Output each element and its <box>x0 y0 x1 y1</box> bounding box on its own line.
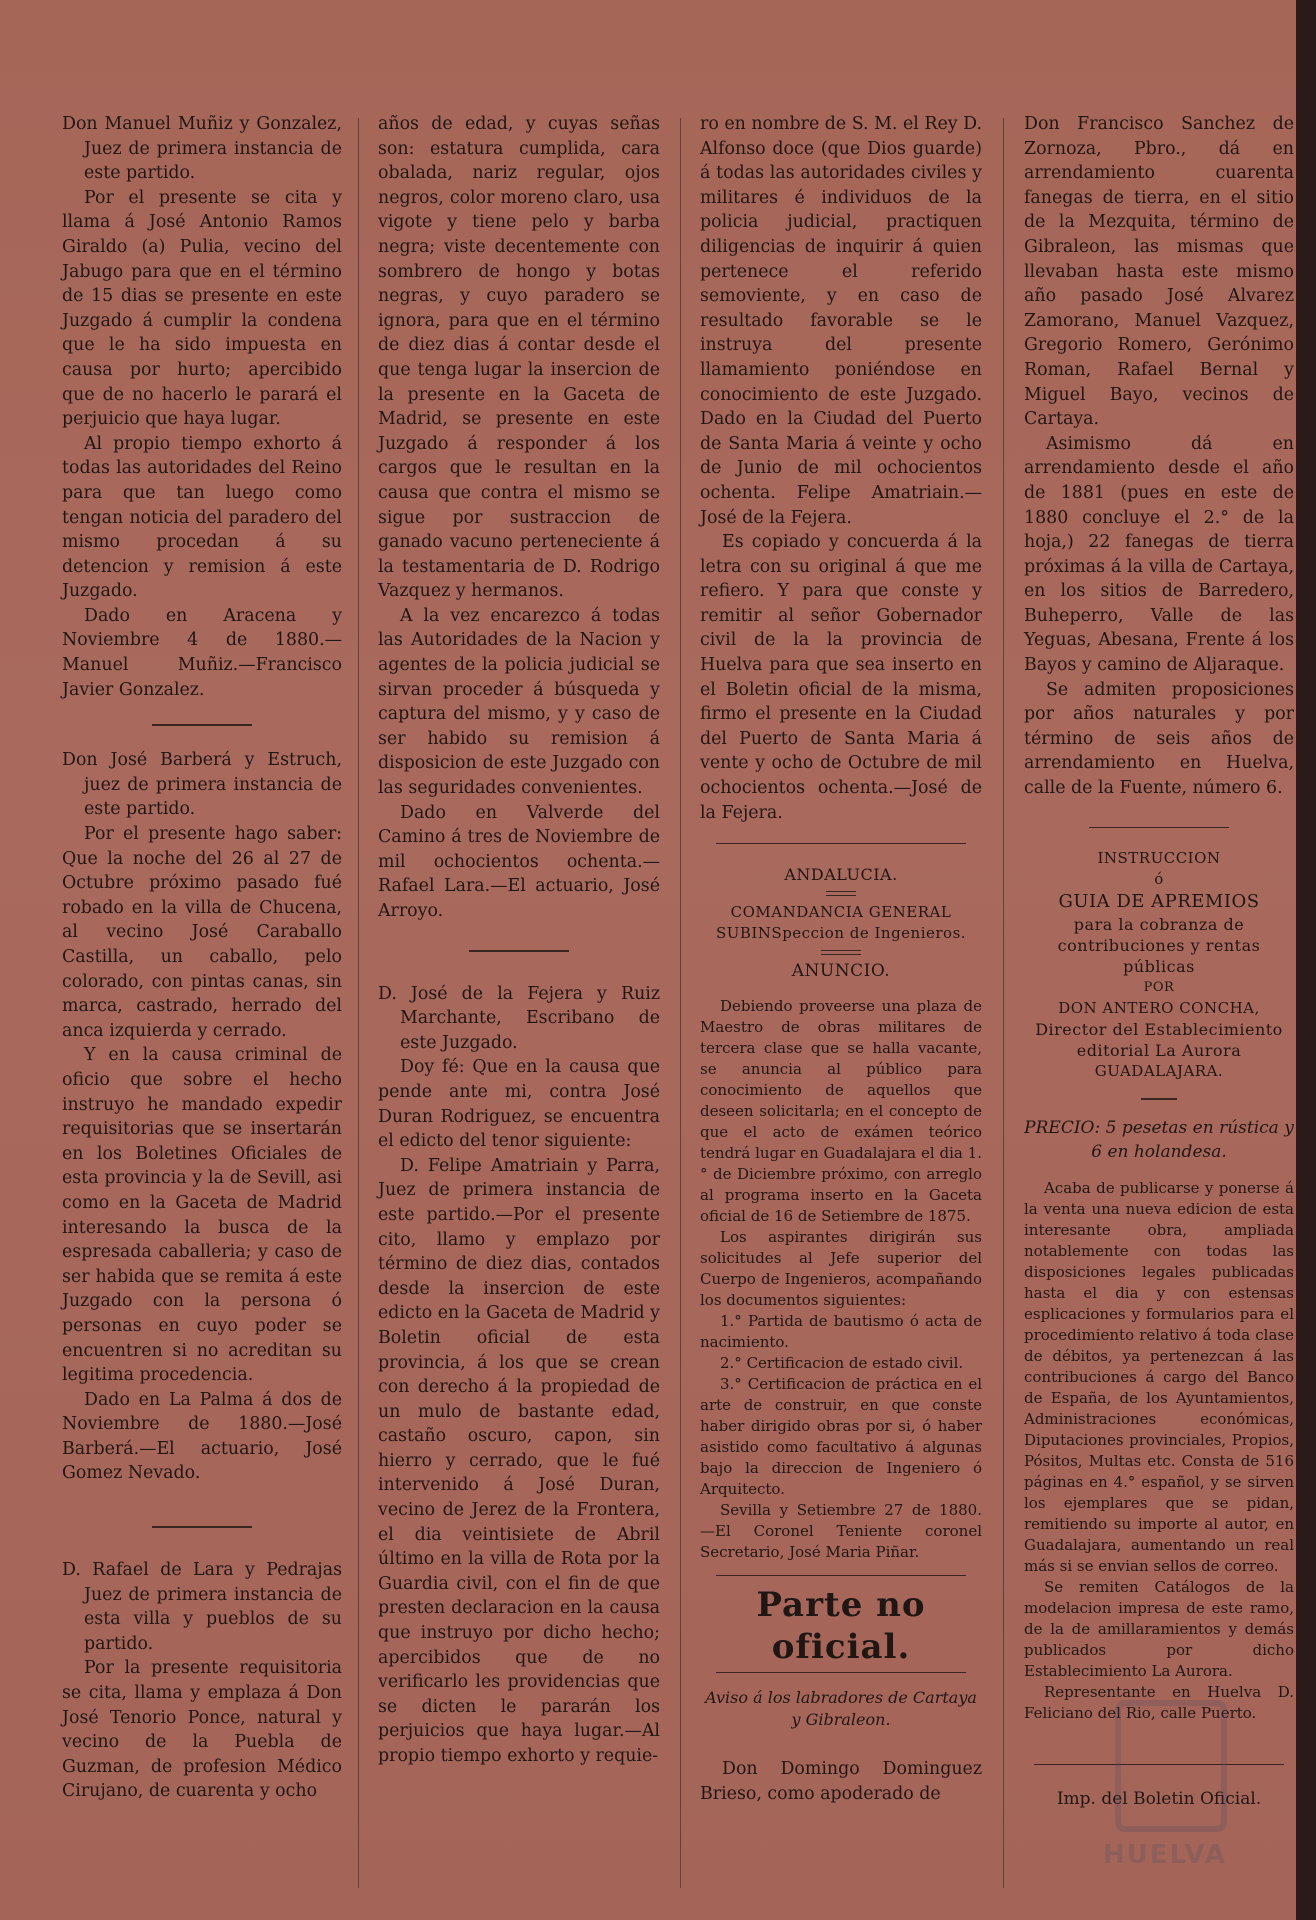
paragraph: Acaba de publicarse y ponerse á la venta una nueva edicion de esta interesante obra, ampliada notablemente con todas las disposiciones legales publicadas hasta el dia y con estensas esplicaciones y formularios para el procedimiento relativo á toda clase de débitos, ya pertenezcan á las contribuciones á cargo del Banco de España, de los Ayuntamientos, Administraciones económicas, Diputaciones provinciales, Propios, Pósitos, Multas etc. Consta de 516 páginas en 4.° español, y se sirven los ejemplares que se pidan, remitiendo su importe al autor, en Guadalajara, aumentando un real más si se envian sellos de correo. <box>1024 1178 1294 1575</box>
paragraph: Los aspirantes dirigirán sus solicitudes al Jefe superior del Cuerpo de Ingenieros, acompañando los documentos siguientes: <box>700 1228 982 1310</box>
separator <box>716 1672 966 1673</box>
archive-watermark <box>1085 1680 1245 1880</box>
column-2 <box>378 112 660 1769</box>
ad-author: DON ANTERO CONCHA, <box>1058 998 1260 1017</box>
price: PRECIO: 5 pesetas en rústica y 6 en holandesa. <box>1024 1117 1294 1162</box>
ad-city: GUADALAJARA. <box>1094 1061 1224 1080</box>
page-edge <box>1296 0 1316 1920</box>
ad-publisher: Director del Establecimiento editorial La Aurora <box>1035 1019 1283 1060</box>
double-rule <box>821 950 861 955</box>
paragraph: Y en la causa criminal de oficio que sobre el hecho instruyo he mandado expedir requisitorias que se insertarán en los Boletines Oficiales de esta provincia y la de Sevill, asi como en la Gaceta de Madrid interesando la busca de la espresada caballeria; y caso de ser habida que se remita á este Juzgado con la persona ó personas en cuyo poder se encuentren si no acreditan su legitima procedencia. <box>62 1045 342 1386</box>
ad-title-main: GUIA DE APREMIOS <box>1058 890 1260 912</box>
paragraph: Al propio tiempo exhorto á todas las autoridades del Reino para que tan luego como tengan noticia del paradero del mismo procedan á su detencion y remision á este Juzgado. <box>62 433 342 602</box>
separator <box>469 950 569 952</box>
section-banner: Parte no oficial. <box>756 1585 926 1668</box>
paragraph: A la vez encarezco á todas las Autoridades de la Nacion y agentes de la policia judicial se sirvan proceder á búsqueda y captura del mismo, y y caso de ser habido su remision á disposicion de este Juzgado con las seguridades convenientes. <box>378 605 660 799</box>
separator <box>716 843 966 844</box>
announcement-body <box>700 996 982 1563</box>
signature: Dado en Valverde del Camino á tres de Noviembre de mil ochocientos ochenta.—Rafael Lara.—El actuario, José Arroyo. <box>378 802 660 921</box>
paragraph: Don Francisco Sanchez de Zornoza, Pbro., dá en arrendamiento cuarenta fanegas de tierra, en el sitio de la Mezquita, término de Gibraleon, las mismas que llevaban hasta este mismo año pasado José Alvarez Zamorano, Manuel Vazquez, Gregorio Romero, Gerónimo Roman, Rafael Bernal y Miguel Bayo, vecinos de Cartaya. <box>1024 114 1294 430</box>
paragraph: Por la presente requisitoria se cita, llama y emplaza á Don José Tenorio Ponce, natural y vecino de la Puebla de Guzman, de profesion Médico Cirujano, de cuarenta y ocho <box>62 1658 342 1802</box>
edict-heading: D. José de la Fejera y Ruiz Marchante, Escribano de este Juzgado. <box>378 983 660 1053</box>
edict-heading: D. Rafael de Lara y Pedrajas Juez de primera instancia de esta villa y pueblos de su partido. <box>62 1560 342 1654</box>
list-item: 1.° Partida de bautismo ó acta de nacimiento. <box>700 1312 982 1352</box>
separator <box>1141 1098 1177 1100</box>
ad-title: INSTRUCCION <box>1097 848 1221 867</box>
ad-body <box>1024 1178 1294 1724</box>
column-rule <box>358 118 359 1888</box>
edict-heading: Don José Barberá y Estruch, juez de primera instancia de este partido. <box>62 750 342 820</box>
column-3 <box>700 112 982 1806</box>
paragraph: Por el presente se cita y llama á José Antonio Ramos Giraldo (a) Pulia, vecino del Jabugo para que en el término de 15 dias se presente en este Juzgado á cumplir la condena que le ha sido impuesta en causa por hurto; apercibido que de no hacerlo le parará el perjuicio que haya lugar. <box>62 187 342 430</box>
separator <box>1089 827 1229 828</box>
ad-subtitle: para la cobranza de contribuciones y rentas públicas <box>1057 914 1261 976</box>
column-1 <box>62 112 342 1804</box>
announcement-title: ANUNCIO. <box>791 961 891 982</box>
paragraph: Representante en Huelva D. Feliciano del Rio, calle Puerto. <box>1024 1682 1294 1722</box>
signature: Sevilla y Setiembre 27 de 1880. —El Coronel Teniente coronel Secretario, José Maria Piñar. <box>700 1501 982 1562</box>
seal-icon <box>1115 1700 1227 1832</box>
double-rule <box>826 891 856 896</box>
paragraph: Asimismo dá en arrendamiento desde el año de 1881 (pues en este de 1880 concluye el 2.° de la hoja,) 22 fanegas de tierra próximas á la villa de Cartaya, en los sitios de Barredero, Buheperro, Valle de las Yeguas, Abesana, Frente á los Bayos y camino de Aljaraque. <box>1024 433 1294 676</box>
section-subtitle: COMANDANCIA GENERAL SUBINSpeccion de Ingenieros. <box>715 903 967 943</box>
separator <box>152 1526 252 1528</box>
edict-heading: Don Manuel Muñiz y Gonzalez, Juez de primera instancia de este partido. <box>62 114 342 184</box>
separator <box>152 724 252 726</box>
column-4 <box>1024 112 1294 1811</box>
paragraph: años de edad, y cuyas señas son: estatura cumplida, cara obalada, nariz regular, ojos negros, color moreno claro, usa vigote y tiene pelo y barba negra; viste decentemente con sombrero de hongo y botas negras, y cuyo paradero se ignora, para que en el término de diez dias á contar desde el que tenga lugar la insercion de la presente en la Gaceta de Madrid, se presente en este Juzgado á responder á los cargos que le resultan en la causa que contra el mismo se sigue por sustraccion de ganado vacuno perteneciente á la testamentaria de D. Rodrigo Vazquez y hermanos. <box>378 114 660 602</box>
signature: Dado en Aracena y Noviembre 4 de 1880.—Manuel Muñiz.—Francisco Javier Gonzalez. <box>62 605 342 700</box>
list-item: 2.° Certificacion de estado civil. <box>720 1354 964 1373</box>
paragraph: Por el presente hago saber: Que la noche del 26 al 27 de Octubre próximo pasado fué robado en la villa de Chucena, al vecino José Caraballo Castilla, un caballo, pelo colorado, con pintas canas, sin marca, castrado, herrado del anca izquierda y cerrado. <box>62 824 342 1041</box>
ad-title-conj: ó <box>1154 869 1164 888</box>
paragraph: ro en nombre de S. M. el Rey D. Alfonso doce (que Dios guarde) á todas las autoridades civiles y militares é individuos de la policia judicial, practiquen diligencias de inquirir á quien pertenece el referido semoviente, y en caso de resultado favorable se le instruya del presente llamamiento poniéndose en conocimiento de este Juzgado. Dado en la Ciudad del Puerto de Santa Maria á veinte y ocho de Junio de mil ochocientos ochenta. Felipe Amatriain.—José de la Fejera. <box>700 114 982 528</box>
column-rule <box>1003 118 1004 1888</box>
column-rule <box>680 118 681 1888</box>
section-title: ANDALUCIA. <box>784 865 898 885</box>
list-item: 3.° Certificacion de práctica en el arte de construir, en que conste haber dirigido obras por si, ó haber asistido como facultativo á algunas bajo la direccion de Ingeniero ó Arquitecto. <box>700 1375 982 1499</box>
separator <box>716 1575 966 1576</box>
paragraph: Debiendo proveerse una plaza de Maestro de obras militares de tercera clase que se halla vacante, se anuncia al público para conocimiento de aquellos que deseen solicitarla; en el concepto de que el acto de exámen teórico tendrá lugar en Guadalajara el dia 1.° de Diciembre próximo, con arreglo al programa inserto en la Gaceta oficial de 16 de Setiembre de 1875. <box>700 997 982 1226</box>
paragraph: Es copiado y concuerda á la letra con su original á que me refiero. Y para que conste y remitir al señor Gobernador civil de la la provincia de Huelva para que sea inserto en el Boletin oficial de la misma, firmo el presente en la Ciudad del Puerto de Santa Maria á vente y ocho de Octubre de mil ochocientos ochenta.—José de la Fejera. <box>700 532 982 823</box>
paragraph: D. Felipe Amatriain y Parra, Juez de primera instancia de este partido.—Por el presente cito, llamo y emplazo por término de diez dias, contados desde la insercion de este edicto en la Gaceta de Madrid y Boletin oficial de esta provincia, á los que se crean con derecho á la propiedad de un mulo de bastante edad, castaño oscuro, capon, sin hierro y cerrado, que le fué intervenido á José Duran, vecino de Jerez de la Frontera, el dia veintisiete de Abril último en la villa de Rota por la Guardia civil, con el fin de que presten declaracion en la causa que instruyo por dicho hecho; apercibidos que de no verificarlo les providencias que se dicten le pararán los perjuicios que haya lugar.—Al propio tiempo exhorto y requie- <box>378 1155 660 1766</box>
printer-imprint: Imp. del Boletin Oficial. <box>1056 1788 1262 1809</box>
ad-by: POR <box>1143 979 1175 995</box>
signature: Dado en La Palma á dos de Noviembre de 1880.—José Barberá.—El actuario, José Gomez Nevado. <box>62 1389 342 1484</box>
paragraph: Don Domingo Dominguez Brieso, como apoderado de <box>700 1759 982 1804</box>
paragraph: Se remiten Catálogos de la modelacion impresa de este ramo, de la de amillaramientos y demás publicados por dicho Establecimiento La Aurora. <box>1024 1577 1294 1680</box>
watermark-text: HUELVA <box>1102 1840 1228 1870</box>
paragraph: Doy fé: Que en la causa que pende ante mi, contra José Duran Rodriguez, se encuentra el edicto del tenor siguiente: <box>378 1057 660 1152</box>
paragraph: Se admiten proposiciones por años naturales y por término de seis años de arrendamiento en Huelva, calle de la Fuente, número 6. <box>1024 679 1294 799</box>
notice-title: Aviso á los labradores de Cartaya y Gibraleon. <box>705 1688 977 1730</box>
